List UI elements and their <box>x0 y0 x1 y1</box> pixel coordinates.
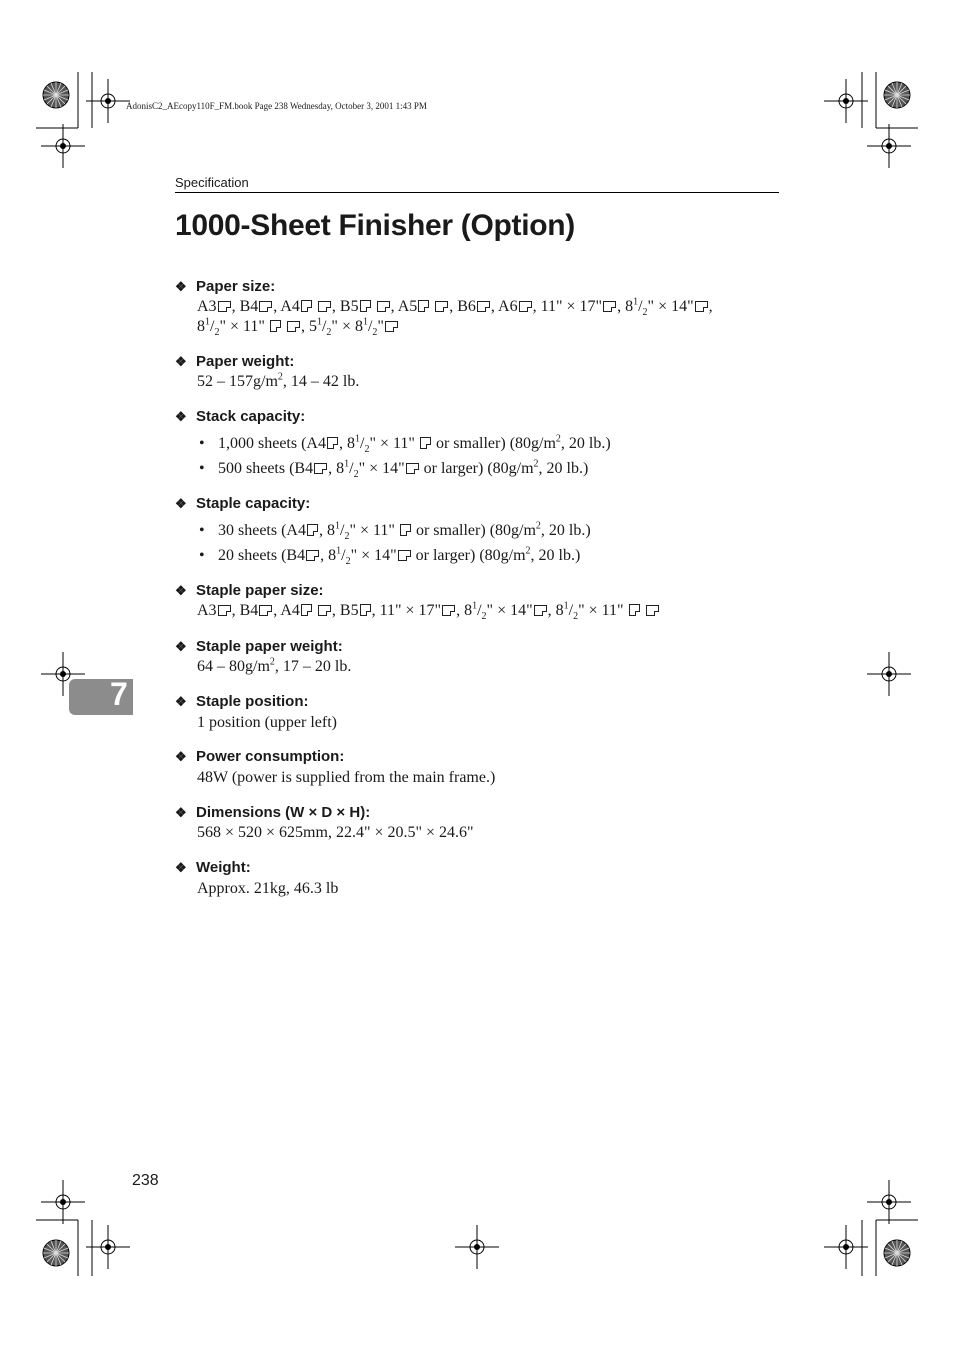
paper-orientation-icon <box>385 321 398 332</box>
diamond-bullet-icon: ❖ <box>175 805 187 820</box>
section-heading-dimensions: ❖ Dimensions (W × D × H): <box>175 804 371 821</box>
section-heading-power-consumption: ❖ Power consumption: <box>175 748 345 765</box>
stack-capacity-item-2: 500 sheets (B4 , $8^1/_2$" × 14" or larger) ($80g/m^2$, 20 lb.) <box>218 458 589 481</box>
diamond-bullet-icon: ❖ <box>175 639 187 654</box>
bullet: • <box>199 435 205 452</box>
bullet: • <box>199 522 205 539</box>
diamond-bullet-icon: ❖ <box>175 496 187 511</box>
section-heading-paper-size: ❖ Paper size: <box>175 278 276 295</box>
power-consumption-value: 48W (power is supplied from the main frame.) <box>197 769 496 786</box>
section-heading-paper-weight: ❖ Paper weight: <box>175 353 295 370</box>
paper-orientation-icon <box>695 301 708 312</box>
diamond-bullet-icon: ❖ <box>175 279 187 294</box>
stack-capacity-item-1: 1,000 sheets (A4 , $8^1/_2$" × 11" or smaller) ($80g/m^2$, 20 lb.) <box>218 433 611 456</box>
paper-orientation-icon <box>646 605 659 616</box>
section-heading-staple-position: ❖ Staple position: <box>175 693 309 710</box>
diamond-bullet-icon: ❖ <box>175 583 187 598</box>
paper-orientation-icon <box>398 550 411 561</box>
paper-orientation-icon <box>314 463 327 474</box>
bullet: • <box>199 460 205 477</box>
header-rule <box>175 192 779 193</box>
paper-orientation-icon <box>301 604 312 616</box>
paper-orientation-icon <box>360 604 371 616</box>
paper-orientation-icon <box>306 550 319 561</box>
staple-paper-size-value: A3 , B4 , A4 , B5 , 11" × 17" , $8^1/_2$" × 14" , $8^1/_2$" × 11" <box>197 602 660 620</box>
paper-orientation-icon <box>301 300 312 312</box>
paper-orientation-icon <box>318 301 331 312</box>
paper-orientation-icon <box>418 300 429 312</box>
paper-weight-value: $52 - 157g/m^2$, 14 – 42 lb. <box>197 371 360 390</box>
chapter-tab-number: 7 <box>110 676 128 712</box>
paper-orientation-icon <box>259 301 272 312</box>
page-number: 238 <box>132 1172 159 1189</box>
paper-orientation-icon <box>519 301 532 312</box>
section-heading-staple-capacity: ❖ Staple capacity: <box>175 495 311 512</box>
paper-orientation-icon <box>534 605 547 616</box>
staple-capacity-item-1: 30 sheets (A4 , $8^1/_2$" × 11" or smaller) ($80g/m^2$, 20 lb.) <box>218 520 591 543</box>
paper-orientation-icon <box>318 605 331 616</box>
paper-size-line-2: $8^1/_2$" × 11" , $5^1/_2$" × $8^1/_2$" <box>197 318 399 336</box>
paper-orientation-icon <box>442 605 455 616</box>
staple-paper-weight-value: $64 - 80g/m^2$, 17 – 20 lb. <box>197 656 352 675</box>
paper-orientation-icon <box>435 301 448 312</box>
paper-orientation-icon <box>287 321 300 332</box>
section-heading-staple-paper-weight: ❖ Staple paper weight: <box>175 638 343 655</box>
paper-orientation-icon <box>307 524 318 536</box>
bullet: • <box>199 547 205 564</box>
diamond-bullet-icon: ❖ <box>175 354 187 369</box>
paper-orientation-icon <box>400 524 411 536</box>
dimensions-value: 568 × 520 × 625mm, 22.4" × 20.5" × 24.6" <box>197 824 474 841</box>
weight-value: Approx. 21kg, 46.3 lb <box>197 880 339 897</box>
paper-orientation-icon <box>259 605 272 616</box>
diamond-bullet-icon: ❖ <box>175 749 187 764</box>
paper-orientation-icon <box>603 301 616 312</box>
section-heading-weight: ❖ Weight: <box>175 859 251 876</box>
paper-orientation-icon <box>629 604 640 616</box>
running-head: Specification <box>175 175 249 190</box>
book-info-line: AdonisC2_AEcopy110F_FM.book Page 238 Wednesday, October 3, 2001 1:43 PM <box>126 101 427 111</box>
paper-orientation-icon <box>270 320 281 332</box>
paper-orientation-icon <box>360 300 371 312</box>
diamond-bullet-icon: ❖ <box>175 860 187 875</box>
staple-position-value: 1 position (upper left) <box>197 714 337 731</box>
paper-orientation-icon <box>420 437 431 449</box>
paper-orientation-icon <box>477 301 490 312</box>
paper-orientation-icon <box>327 437 338 449</box>
staple-capacity-item-2: 20 sheets (B4 , $8^1/_2$" × 14" or larger) ($80g/m^2$, 20 lb.) <box>218 545 581 568</box>
paper-orientation-icon <box>218 301 231 312</box>
section-heading-staple-paper-size: ❖ Staple paper size: <box>175 582 324 599</box>
paper-orientation-icon <box>377 301 390 312</box>
diamond-bullet-icon: ❖ <box>175 409 187 424</box>
paper-size-line-1: A3 , B4 , A4 , B5 , A5 , B6 , A6 , 11" × 17" , $8^1/_2$" × 14" , <box>197 296 713 319</box>
section-heading-stack-capacity: ❖ Stack capacity: <box>175 408 306 425</box>
page-title: 1000-Sheet Finisher (Option) <box>175 209 575 242</box>
paper-orientation-icon <box>406 463 419 474</box>
paper-orientation-icon <box>218 605 231 616</box>
diamond-bullet-icon: ❖ <box>175 694 187 709</box>
